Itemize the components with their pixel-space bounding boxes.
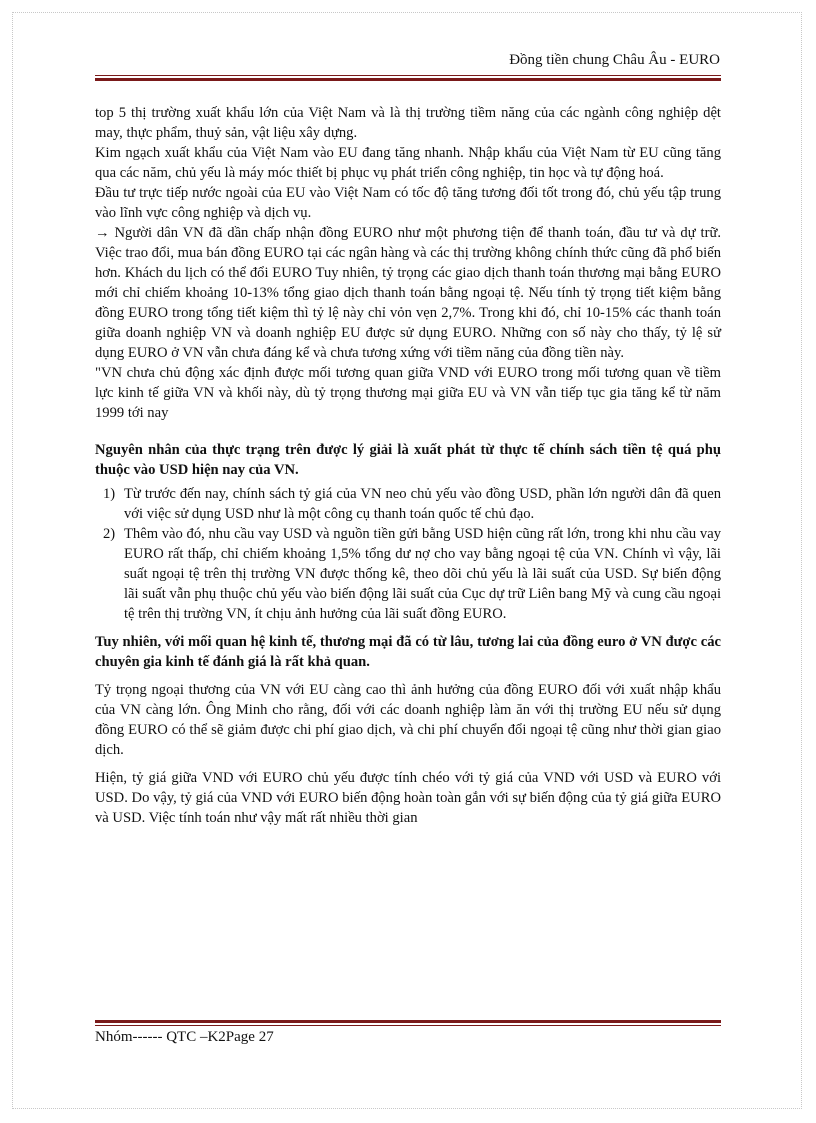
paragraph-5: "VN chưa chủ động xác định được mối tương quan giữa VND với EURO trong mối tương quan về tiềm lực kinh tế giữa VN và khối này, dù tỷ trọng thương mại giữa EU và VN vẫn tiếp tục gia tăng kể từ năm 1999 tới nay [95, 365, 721, 421]
header-rule [95, 75, 721, 81]
section-heading-1: Nguyên nhân của thực trạng trên được lý giải là xuất phát từ thực tế chính sách tiền tệ quá phụ thuộc vào USD hiện nay của VN. [95, 442, 721, 478]
list-item [95, 484, 721, 524]
list-item [95, 524, 721, 624]
list-item-number: 1) [103, 486, 116, 502]
page-header-title: Đồng tiền chung Châu Âu - EURO [509, 52, 720, 68]
list-item-number: 2) [103, 526, 116, 542]
page-footer: Nhóm------ QTC –K2Page 27 [95, 1029, 274, 1045]
paragraph-7: Hiện, tỷ giá giữa VND với EURO chủ yếu được tính chéo với tỷ giá của VND với USD và EURO với USD. Do vậy, tỷ giá của VND với EURO biến động hoàn toàn gắn với sự biến động của tỷ giá giữa EURO và USD. Việc tính toán như vậy mất rất nhiều thời gian [95, 770, 721, 826]
paragraph-4: → Người dân VN đã dần chấp nhận đồng EURO như một phương tiện để thanh toán, đầu tư và dự trữ. Việc trao đổi, mua bán đồng EURO tại các ngân hàng và các thị trường không chính thức cũng đã phổ biến hơn. Khách du lịch có thể đổi EURO Tuy nhiên, tỷ trọng các giao dịch thanh toán thương mại bằng EURO mới chỉ chiếm khoảng 10-13% tổng giao dịch thanh toán bằng ngoại tệ. Nếu tính tỷ trọng tiết kiệm bằng đồng EURO trong tổng tiết kiệm thì tỷ lệ này chỉ vỏn vẹn 2,7%. Trong khi đó, chỉ 10-15% các thanh toán giữa doanh nghiệp VN và doanh nghiệp EU được sử dụng EURO. Những con số này cho thấy, tỷ lệ sử dụng EURO ở VN vẫn chưa đáng kể và chưa tương xứng với tiềm năng của đồng tiền này. [95, 225, 721, 361]
paragraph-1: top 5 thị trường xuất khẩu lớn của Việt Nam và là thị trường tiềm năng của các ngành công nghiệp dệt may, thực phẩm, thuỷ sản, vật liệu xây dựng. [95, 105, 721, 141]
paragraph-3: Đầu tư trực tiếp nước ngoài của EU vào Việt Nam có tốc độ tăng tương đối tốt trong đó, chủ yếu tập trung vào lĩnh vực công nghiệp và dịch vụ. [95, 185, 721, 221]
reason-list [95, 484, 721, 624]
list-item-text: Thêm vào đó, nhu cầu vay USD và nguồn tiền gửi bằng USD hiện cũng rất lớn, trong khi nhu cầu vay EURO rất thấp, chỉ chiếm khoảng 1,5% tổng dư nợ cho vay bằng ngoại tệ của VN. Chính vì vậy, lãi suất ngoại tệ trên thị trường VN được thống kê, theo dõi chủ yếu là lãi suất của USD. Sự biến động lãi suất vẫn phụ thuộc chủ yếu vào biến động lãi suất của Cục dự trữ Liên bang Mỹ và cung cầu ngoại tệ trên thị trường VN, ít chịu ảnh hưởng của lãi suất đồng EURO. [124, 526, 721, 622]
paragraph-2: Kim ngạch xuất khẩu của Việt Nam vào EU đang tăng nhanh. Nhập khẩu của Việt Nam từ EU cũng tăng qua các năm, chủ yếu là máy móc thiết bị phục vụ phát triển công nghiệp, tin học và tự động hoá. [95, 145, 721, 181]
paragraph-6: Tỷ trọng ngoại thương của VN với EU càng cao thì ảnh hưởng của đồng EURO đối với xuất nhập khẩu của VN càng lớn. Ông Minh cho rằng, đối với các doanh nghiệp làm ăn với thị trường EU nếu sử dụng đồng EURO có thể sẽ giảm được chi phí giao dịch, và chi phí chuyển đổi ngoại tệ cũng như thời gian giao dịch. [95, 682, 721, 758]
footer-rule [95, 1020, 721, 1026]
list-item-text: Từ trước đến nay, chính sách tỷ giá của VN neo chủ yếu vào đồng USD, phần lớn người dân đã quen với việc sử dụng USD như là một công cụ thanh toán quốc tế chủ đạo. [124, 486, 721, 522]
section-heading-2: Tuy nhiên, với mối quan hệ kinh tế, thương mại đã có từ lâu, tương lai của đồng euro ở VN được các chuyên gia kinh tế đánh giá là rất khả quan. [95, 634, 721, 670]
document-body [95, 103, 721, 828]
